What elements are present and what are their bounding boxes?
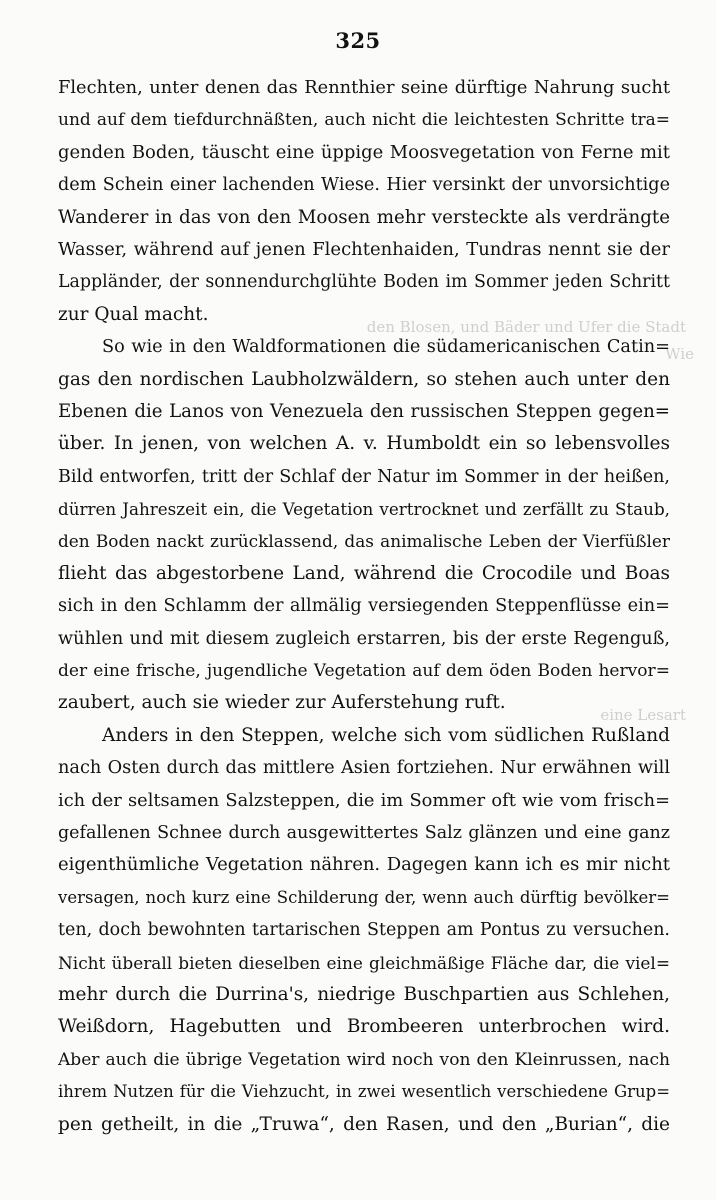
bleed-through-text-1: den Blosen, und Bäder und Ufer die Stadt	[366, 318, 686, 336]
text-line: Flechten, unter denen das Rennthier seine dürftige Nahrung sucht	[58, 77, 670, 98]
text-line: genden Boden, täuscht eine üppige Moosvegetation von Ferne mit	[58, 141, 670, 163]
text-line: Nicht überall bieten dieselben eine gleichmäßige Fläche dar, die viel=	[58, 952, 670, 973]
text-line: ich der seltsamen Salzsteppen, die im Sommer oft wie vom frisch=	[58, 789, 670, 811]
text-line: mehr durch die Durrina's, niedrige Buschpartien aus Schlehen,	[58, 983, 670, 1005]
bleed-through-text-2: Wie	[665, 345, 694, 363]
text-line: der eine frische, jugendliche Vegetation auf dem öden Boden hervor=	[58, 661, 670, 682]
paragraph-start-line: So wie in den Waldformationen die südamericanischen Catin=	[102, 337, 670, 358]
text-line: wühlen und mit diesem zugleich erstarren, bis der erste Regenguß,	[58, 628, 670, 649]
paragraph-start-line: Anders in den Steppen, welche sich vom südlichen Rußland	[102, 724, 670, 746]
text-line: sich in den Schlamm der allmälig versiegenden Steppenflüsse ein=	[58, 596, 670, 617]
text-line: den Boden nackt zurücklassend, das animalische Leben der Vierfüßler	[58, 531, 670, 552]
text-line: über. In jenen, von welchen A. v. Humboldt ein so lebensvolles	[58, 433, 670, 455]
text-line: Bild entworfen, tritt der Schlaf der Natur im Sommer in der heißen,	[58, 466, 670, 487]
text-line: dürren Jahreszeit ein, die Vegetation vertrocknet und zerfällt zu Staub,	[58, 499, 670, 520]
paragraph-end-line: zaubert, auch sie wieder zur Auferstehung ruft.	[58, 692, 506, 714]
text-line: Wasser, während auf jenen Flechtenhaiden, Tundras nennt sie der	[58, 238, 670, 260]
text-line: eigenthümliche Vegetation nähren. Dagegen kann ich es mir nicht	[58, 854, 670, 876]
text-line: pen getheilt, in die „Truwa“, den Rasen, und den „Burian“, die	[58, 1113, 670, 1135]
body-text	[58, 72, 670, 1141]
text-line: nach Osten durch das mittlere Asien fortziehen. Nur erwähnen will	[58, 758, 670, 779]
paragraph-end-line: zur Qual macht.	[58, 303, 209, 325]
bleed-through-text-3: eine Lesart	[600, 706, 686, 724]
text-line: ihrem Nutzen für die Viehzucht, in zwei wesentlich verschiedene Grup=	[58, 1082, 670, 1102]
text-line: Aber auch die übrige Vegetation wird noch von den Kleinrussen, nach	[58, 1049, 670, 1070]
text-line: Wanderer in das von den Moosen mehr versteckte als verdrängte	[58, 206, 670, 228]
text-line: Ebenen die Lanos von Venezuela den russischen Steppen gegen=	[58, 400, 670, 422]
text-line: und auf dem tiefdurchnäßten, auch nicht die leichtesten Schritte tra=	[58, 110, 670, 131]
text-line: ten, doch bewohnten tartarischen Steppen am Pontus zu versuchen.	[58, 920, 670, 941]
text-line: dem Schein einer lachenden Wiese. Hier versinkt der unvorsichtige	[58, 175, 670, 196]
text-line: versagen, noch kurz eine Schilderung der, wenn auch dürftig bevölker=	[58, 887, 670, 907]
text-line: flieht das abgestorbene Land, während die Crocodile und Boas	[58, 562, 670, 584]
text-line: gefallenen Schnee durch ausgewittertes Salz glänzen und eine ganz	[58, 822, 670, 843]
text-line: Lappländer, der sonnendurchglühte Boden im Sommer jeden Schritt	[58, 272, 670, 293]
text-line: gas den nordischen Laubholzwäldern, so stehen auch unter den	[58, 368, 670, 390]
page-number: 325	[335, 28, 381, 53]
text-line: Weißdorn, Hagebutten und Brombeeren unterbrochen wird.	[58, 1016, 670, 1038]
